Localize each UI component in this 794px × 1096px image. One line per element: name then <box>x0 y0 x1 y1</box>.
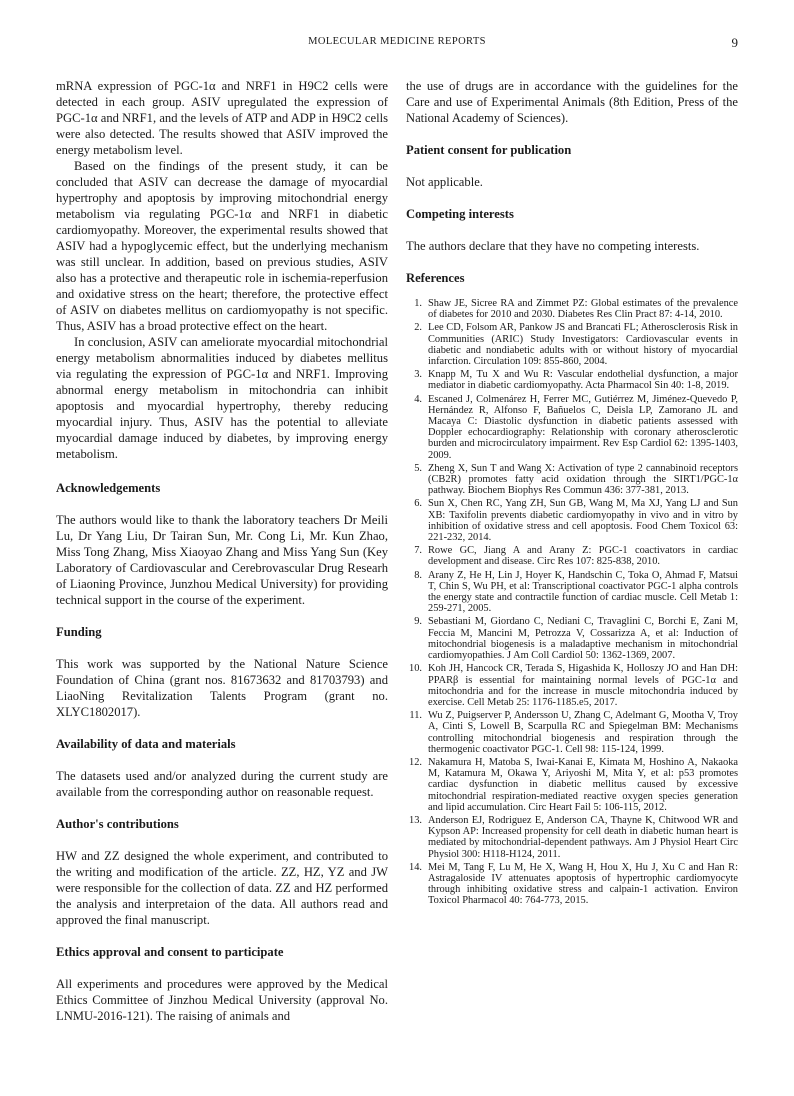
reference-item <box>406 663 738 708</box>
page-number: 9 <box>731 35 738 50</box>
reference-text: Wu Z, Puigserver P, Andersson U, Zhang C, Adelmant G, Mootha V, Troy A, Cinti S, Lowell B, Scarpulla RC and Spiegelman BM: Mechanisms controlling mitochondrial biogenesis and respiration through the thermogenic coactivator PGC-1. Cell 98: 115-124, 1999. <box>428 710 738 755</box>
section-heading-consent: Patient consent for publication <box>406 143 572 157</box>
reference-number: 2. <box>414 322 422 334</box>
ethics-text: All experiments and procedures were approved by the Medical Ethics Committee of Jinzhou Medical University (approval No. LNMU-2016-121). The raising of animals and <box>56 977 388 1023</box>
section-heading-acknowledgements: Acknowledgements <box>56 481 161 495</box>
consent-text: Not applicable. <box>406 175 483 189</box>
reference-item <box>406 369 738 391</box>
competing-text: The authors declare that they have no competing interests. <box>406 239 700 253</box>
reference-number: 10. <box>409 663 422 675</box>
body-paragraph: Based on the findings of the present study, it can be concluded that ASIV can decrease the damage of myocardial hypertrophy and apoptosis by improving mitochondrial energy metabolism via regulating PGC-1α and NRF1 in diabetic cardiomyopathy. Moreover, the experimental results showed that ASIV had a hypoglycemic effect, but the underlying mechanism was still unclear. In addition, based on previous studies, ASIV also has a protective and therapeutic role in ischemia-reperfusion and oxidative stress on the heart; therefore, the protective effect of ASIV on diabetes mellitus on cardiomyopathy is not specific. Thus, ASIV has a broad protective effect on the heart. <box>56 159 388 333</box>
reference-item <box>406 394 738 461</box>
reference-item <box>406 298 738 320</box>
right-column <box>406 78 738 909</box>
reference-text: Mei M, Tang F, Lu M, He X, Wang H, Hou X, Hu J, Xu C and Han R: Astragaloside IV attenuates apoptosis of hypertrophic cardiomyocyte through inhibiting oxidative stress and calpain-1 activation. Environ Toxicol Pharmacol 40: 764-773, 2015. <box>428 861 738 907</box>
ethics-text-continued: the use of drugs are in accordance with the guidelines for the Care and use of Experimental Animals (8th Edition, Press of the National Academy of Sciences). <box>406 79 738 125</box>
reference-number: 8. <box>414 569 422 581</box>
reference-text: Anderson EJ, Rodriguez E, Anderson CA, Thayne K, Chitwood WR and Kypson AP: Increased propensity for cell death in diabetic human heart is mediated by mitochondrial-dependent pathways. Am J Physiol Heart Circ Physiol 300: H118-H124, 2011. <box>428 814 738 860</box>
reference-number: 14. <box>409 861 422 873</box>
availability-text: The datasets used and/or analyzed during the current study are available from the corresponding author on reasonable request. <box>56 769 388 799</box>
section-heading-references: References <box>406 271 465 285</box>
reference-item <box>406 545 738 567</box>
reference-number: 13. <box>409 814 422 826</box>
reference-item <box>406 498 738 543</box>
section-heading-ethics: Ethics approval and consent to participate <box>56 945 284 959</box>
reference-text: Escaned J, Colmenárez H, Ferrer MC, Gutiérrez M, Jiménez-Quevedo P, Hernández R, Alfonso F, Bañuelos C, Deisla LP, Zamorano JL and Macaya C: Diastolic dysfunction in diabetic patients assessed with Doppler echocardiography: Relationship with coronary atherosclerotic burden and microcirculatory impairment. Rev Esp Cardiol 62: 1395-1403, 2009. <box>428 393 738 461</box>
reference-text: Rowe GC, Jiang A and Arany Z: PGC-1 coactivators in cardiac development and disease. Circ Res 107: 825-838, 2010. <box>428 545 738 568</box>
reference-number: 3. <box>414 369 422 381</box>
reference-number: 4. <box>414 393 422 405</box>
section-heading-funding: Funding <box>56 625 102 639</box>
body-paragraph: mRNA expression of PGC-1α and NRF1 in H9C2 cells were detected in each group. ASIV upregulated the expression of PGC-1α and NRF1, and the levels of ATP and ADP in H9C2 cells were also detected. The results showed that ASIV improved the energy metabolism level. <box>56 79 388 157</box>
reference-item <box>406 570 738 615</box>
left-column <box>56 78 388 1024</box>
section-heading-competing: Competing interests <box>406 207 514 221</box>
funding-text: This work was supported by the National Nature Science Foundation of China (grant nos. 81673632 and 81703793) and LiaoNing Revitalization Talents Program (grant no. XLYC1802017). <box>56 657 388 719</box>
page-header <box>0 36 794 52</box>
reference-item <box>406 322 738 367</box>
reference-item <box>406 463 738 497</box>
section-heading-contributions: Author's contributions <box>56 817 179 831</box>
reference-item <box>406 757 738 813</box>
reference-text: Lee CD, Folsom AR, Pankow JS and Brancati FL; Atherosclerosis Risk in Communities (ARIC) Study Investigators: Cardiovascular events in diabetic and nondiabetic adults with or without history of myocardial infarction. Circulation 109: 855-860, 2004. <box>428 322 738 368</box>
acknowledgements-text: The authors would like to thank the laboratory teachers Dr Meili Lu, Dr Yang Liu, Dr Tairan Sun, Mr. Cong Li, Mr. Kun Zhao, Miss Tong Zhang, Miss Xiaoyao Zhang and Miss Yang Sun (Key Laboratory of Cardiovascular and Cerebrovascular Drug Researh of Liaoning Province, Junzhou Medical University) for providing technical support in the course of the experiment. <box>56 513 388 607</box>
reference-number: 7. <box>414 545 422 557</box>
reference-number: 5. <box>414 462 422 474</box>
reference-item <box>406 815 738 860</box>
reference-item <box>406 862 738 907</box>
running-title: MOLECULAR MEDICINE REPORTS <box>308 36 486 47</box>
reference-number: 6. <box>414 498 422 510</box>
reference-text: Koh JH, Hancock CR, Terada S, Higashida K, Holloszy JO and Han DH: PPARβ is essential for maintaining normal levels of PGC-1α and mitochondria and for the increase in muscle mitochondria induced by exercise. Cell Metab 25: 1176-1185.e5, 2017. <box>428 663 738 708</box>
reference-number: 12. <box>409 756 422 768</box>
reference-list <box>406 298 738 907</box>
reference-text: Sun X, Chen RC, Yang ZH, Sun GB, Wang M, Ma XJ, Yang LJ and Sun XB: Taxifolin prevents diabetic cardiomyopathy in vivo and in vitro by inhibition of oxidative stress and cell apoptosis. Food Chem Toxicol 63: 221-232, 2014. <box>428 498 738 544</box>
reference-number: 1. <box>414 298 422 309</box>
reference-item <box>406 616 738 661</box>
reference-number: 9. <box>414 616 422 628</box>
contributions-text: HW and ZZ designed the whole experiment, and contributed to the writing and modification of the article. ZZ, HZ, YZ and JW were responsible for the collection of data. ZZ and HZ performed the analysis and interpretaion of the data. All authors read and approved the final manuscript. <box>56 849 388 927</box>
reference-number: 11. <box>409 710 422 722</box>
body-paragraph: In conclusion, ASIV can ameliorate myocardial mitochondrial energy metabolism abnormalities induced by diabetes mellitus via regulating the expression of PGC-1α and NRF1. Improving abnormal energy metabolism in mitochondria can inhibit apoptosis and myocardial hypertrophy, thereby reducing myocardial injury. Thus, ASIV has the potential to alleviate myocardial damage induced by diabetes, by improving energy metabolism. <box>56 335 388 461</box>
reference-text: Arany Z, He H, Lin J, Hoyer K, Handschin C, Toka O, Ahmad F, Matsui T, Chin S, Wu PH, et al: Transcriptional coactivator PGC-1 alpha controls the energy state and contractile function of cardiac muscle. Cell Metab 1: 259-271, 2005. <box>428 569 738 615</box>
reference-text: Shaw JE, Sicree RA and Zimmet PZ: Global estimates of the prevalence of diabetes for 2010 and 2030. Diabetes Res Clin Pract 87: 4-14, 2010. <box>428 298 738 321</box>
reference-item <box>406 710 738 755</box>
reference-text: Nakamura H, Matoba S, Iwai-Kanai E, Kimata M, Hoshino A, Nakaoka M, Katamura M, Okawa Y, Ariyoshi M, Mita Y, et al: p53 promotes cardiac dysfunction in diabetic mellitus caused by excessive mitochondrial respiration-mediated reactive oxygen species generation and lipid accumulation. Circ Heart Fail 5: 106-115, 2012. <box>428 756 738 813</box>
section-heading-availability: Availability of data and materials <box>56 737 236 751</box>
reference-text: Zheng X, Sun T and Wang X: Activation of type 2 cannabinoid receptors (CB2R) promotes fatty acid oxidation through the SIRT1/PGC-1α pathway. Biochem Biophys Res Commun 436: 377-381, 2013. <box>428 462 738 497</box>
reference-text: Knapp M, Tu X and Wu R: Vascular endothelial dysfunction, a major mediator in diabetic cardiomyopathy. Acta Pharmacol Sin 40: 1-8, 2019. <box>428 369 738 392</box>
reference-text: Sebastiani M, Giordano C, Nediani C, Travaglini C, Borchi E, Zani M, Feccia M, Mancini M, Petrozza V, Cossarizza A, et al: Induction of mitochondrial biogenesis is a maladaptive mechanism in mitochondrial cardiomyopathies. J Am Coll Cardiol 50: 1362-1369, 2007. <box>428 616 738 662</box>
